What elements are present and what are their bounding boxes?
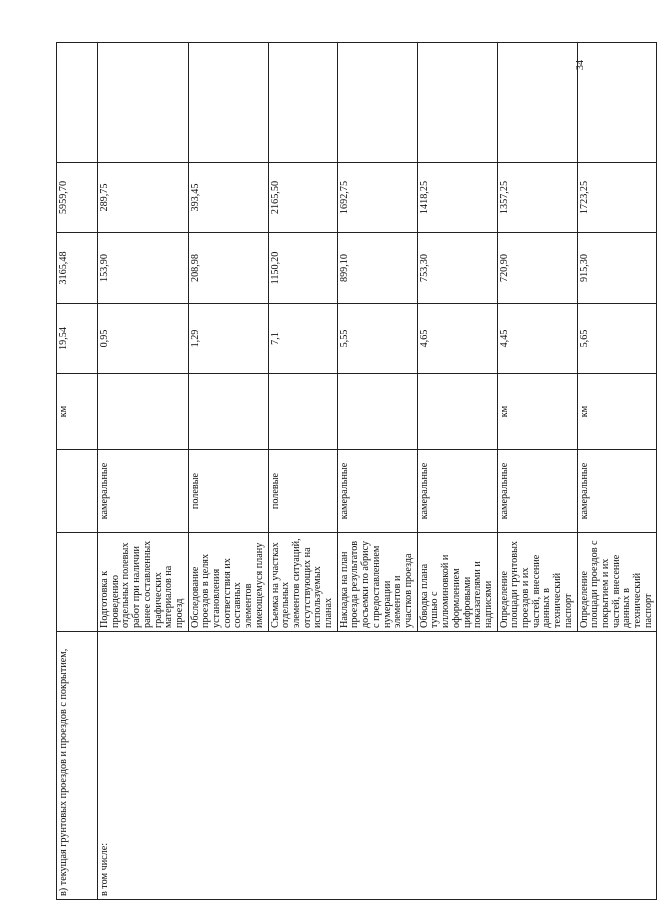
row-empty-cell	[497, 43, 577, 163]
summary-col-b: 5959,70	[57, 163, 98, 233]
row-unit	[417, 374, 497, 450]
row-col-b: 1692,75	[337, 163, 417, 233]
page-number: 34	[575, 60, 586, 70]
row-desc: Обводка плана тушью с иллюминовкой и оформлением цифровыми показателями и надписями	[417, 533, 497, 632]
row-unit	[268, 374, 337, 450]
row-col-a: 753,30	[417, 233, 497, 304]
row-col-b: 393,45	[188, 163, 268, 233]
row-unit	[188, 374, 268, 450]
summary-quantity: 19,54	[57, 304, 98, 374]
row-col-b: 1418,25	[417, 163, 497, 233]
row-col-a: 915,30	[577, 233, 657, 304]
summary-col-a: 3165,48	[57, 233, 98, 304]
row-col-a: 153,90	[98, 233, 189, 304]
row-col-a: 1150,20	[268, 233, 337, 304]
row-col-b: 289,75	[98, 163, 189, 233]
row-kind: камеральные	[98, 450, 189, 533]
row-empty-cell	[417, 43, 497, 163]
row-unit	[98, 374, 189, 450]
rotated-table-inner	[56, 43, 654, 900]
row-unit: км	[497, 374, 577, 450]
row-col-b: 1723,25	[577, 163, 657, 233]
table-row	[98, 43, 189, 900]
row-quantity: 4,65	[417, 304, 497, 374]
row-kind: камеральные	[417, 450, 497, 533]
row-empty-cell	[268, 43, 337, 163]
summary-label: в) текущая грунтовых проездов и проездов с покрытием,	[57, 632, 98, 900]
row-kind: полевые	[268, 450, 337, 533]
row-col-a: 899,10	[337, 233, 417, 304]
row-col-b: 1357,25	[497, 163, 577, 233]
row-col-a: 208,98	[188, 233, 268, 304]
row-empty-cell	[98, 43, 189, 163]
row-quantity: 5,55	[337, 304, 417, 374]
summary-kind-cell	[57, 450, 98, 533]
row-desc: Подготовка к проведению отдельных полевых работ при наличии ранее составленных графических материалов на проезд	[98, 533, 189, 632]
row-kind: камеральные	[577, 450, 657, 533]
row-quantity: 1,29	[188, 304, 268, 374]
row-quantity: 0,95	[98, 304, 189, 374]
row-col-a: 720,90	[497, 233, 577, 304]
row-empty-cell	[577, 43, 657, 163]
row-desc: Определение площади грунтовых проездов и их частей, внесение данных в технический паспорт	[497, 533, 577, 632]
row-kind: полевые	[188, 450, 268, 533]
summary-desc-cell	[57, 533, 98, 632]
row-desc: Обследование проездов в целях установления соответствия их составных элементов имеющемуся плану	[188, 533, 268, 632]
row-unit	[337, 374, 417, 450]
table-row-summary	[57, 43, 98, 900]
row-unit: км	[577, 374, 657, 450]
row-quantity: 5,65	[577, 304, 657, 374]
work-cost-table	[56, 42, 657, 900]
rotated-table-wrapper	[56, 43, 654, 900]
summary-unit: км	[57, 374, 98, 450]
row-quantity: 7,1	[268, 304, 337, 374]
subheader-label: в том числе:	[98, 632, 657, 900]
row-empty-cell	[337, 43, 417, 163]
row-kind: камеральные	[337, 450, 417, 533]
row-empty-cell	[188, 43, 268, 163]
row-desc: Определение площади проездов с покрытием и их частей, внесение данных в технический паспорт	[577, 533, 657, 632]
row-col-b: 2165,50	[268, 163, 337, 233]
row-kind: камеральные	[497, 450, 577, 533]
row-desc: Съемка на участках отдельных элементов ситуаций, отсутствующих на используемых планах	[268, 533, 337, 632]
row-desc: Накладка на план проезда результатов досъемки по абрису с предоставлением нумерации элементов и участков проезда	[337, 533, 417, 632]
summary-empty-cell	[57, 43, 98, 163]
row-quantity: 4,45	[497, 304, 577, 374]
